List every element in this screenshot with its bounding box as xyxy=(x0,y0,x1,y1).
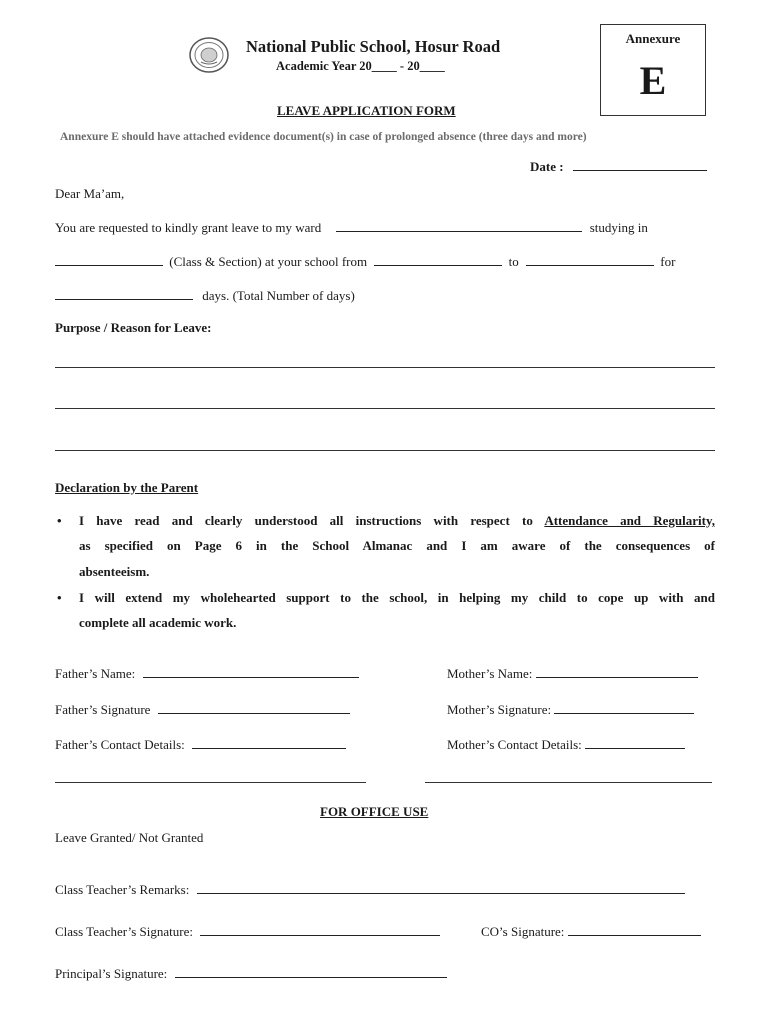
bullet-1-line-3: absenteeism. xyxy=(79,564,150,579)
co-signature-line[interactable] xyxy=(568,922,701,936)
days-text: days. (Total Number of days) xyxy=(202,288,355,303)
father-contact-field xyxy=(55,735,346,753)
co-signature-label: CO’s Signature: xyxy=(481,924,565,939)
evidence-note: Annexure E should have attached evidence document(s) in case of prolonged absence (three days and more) xyxy=(60,131,587,143)
class-teacher-remarks-line[interactable] xyxy=(197,880,685,894)
leave-granted-text: Leave Granted/ Not Granted xyxy=(55,830,204,845)
purpose-line-3[interactable] xyxy=(55,450,715,451)
bullet-2-marker: • xyxy=(57,590,62,605)
purpose-line-2[interactable] xyxy=(55,408,715,409)
form-title: LEAVE APPLICATION FORM xyxy=(277,103,456,118)
principal-signature-line[interactable] xyxy=(175,964,447,978)
to-date-line[interactable] xyxy=(526,252,654,266)
from-date-line[interactable] xyxy=(374,252,502,266)
salutation: Dear Ma’am, xyxy=(55,186,125,201)
mother-contact-line[interactable] xyxy=(585,735,685,749)
mother-name-field xyxy=(447,664,698,682)
purpose-line-1[interactable] xyxy=(55,367,715,368)
for-text: for xyxy=(660,254,676,269)
class-teacher-signature-label: Class Teacher’s Signature: xyxy=(55,924,193,939)
principal-signature-field xyxy=(55,964,447,982)
attendance-regularity-link: Attendance and Regularity, xyxy=(544,513,715,528)
mother-contact-label: Mother’s Contact Details: xyxy=(447,737,582,752)
mother-name-label: Mother’s Name: xyxy=(447,666,533,681)
bullet-2-line-1: I will extend my wholehearted support to the school, in helping my child to cope up with and xyxy=(79,590,715,605)
mother-signature-line[interactable] xyxy=(554,700,694,714)
father-name-line[interactable] xyxy=(143,664,359,678)
class-teacher-remarks-field xyxy=(55,880,685,898)
body-line-1-end: studying in xyxy=(589,220,648,235)
father-contact-label: Father’s Contact Details: xyxy=(55,737,185,752)
mother-name-line[interactable] xyxy=(536,664,698,678)
purpose-label: Purpose / Reason for Leave: xyxy=(55,320,212,335)
father-signature-field xyxy=(55,700,350,718)
body-line-1 xyxy=(55,218,648,236)
ward-name-line[interactable] xyxy=(336,218,582,232)
annexure-box xyxy=(600,24,706,116)
mother-contact-extra-line[interactable] xyxy=(425,782,712,783)
school-logo xyxy=(188,36,230,74)
bullet-2-line-2: complete all academic work. xyxy=(79,615,237,630)
days-count-line[interactable] xyxy=(55,286,193,300)
father-contact-extra-line[interactable] xyxy=(55,782,366,783)
father-contact-line[interactable] xyxy=(192,735,346,749)
body-line-2 xyxy=(55,252,675,270)
annexure-label: Annexure xyxy=(625,31,681,46)
class-section-text: (Class & Section) at your school from xyxy=(169,254,368,269)
father-name-field xyxy=(55,664,359,682)
academic-year: Academic Year 20____ - 20____ xyxy=(276,59,445,73)
date-line[interactable] xyxy=(573,157,707,171)
body-line-1-text: You are requested to kindly grant leave to my ward xyxy=(55,220,322,235)
bullet-1-text-a: I have read and clearly understood all instructions with respect to xyxy=(79,513,533,528)
class-section-line[interactable] xyxy=(55,252,163,266)
school-name: National Public School, Hosur Road xyxy=(246,37,501,56)
office-use-heading: FOR OFFICE USE xyxy=(320,804,429,819)
father-signature-line[interactable] xyxy=(158,700,350,714)
mother-signature-label: Mother’s Signature: xyxy=(447,702,552,717)
co-signature-field xyxy=(481,922,701,940)
bullet-1-marker: • xyxy=(57,513,62,528)
father-name-label: Father’s Name: xyxy=(55,666,136,681)
class-teacher-signature-field xyxy=(55,922,440,940)
class-teacher-signature-line[interactable] xyxy=(200,922,440,936)
body-line-3 xyxy=(55,286,355,304)
to-text: to xyxy=(508,254,519,269)
father-signature-label: Father’s Signature xyxy=(55,702,151,717)
date-field xyxy=(530,157,707,175)
date-label: Date : xyxy=(530,159,564,174)
bullet-1-line-2: as specified on Page 6 in the School Almanac and I am aware of the consequences of xyxy=(79,538,715,553)
mother-signature-field xyxy=(447,700,694,718)
annexure-letter: E xyxy=(639,58,667,103)
declaration-heading: Declaration by the Parent xyxy=(55,480,199,495)
principal-signature-label: Principal’s Signature: xyxy=(55,966,168,981)
bullet-1-line-1 xyxy=(79,513,715,529)
mother-contact-field xyxy=(447,735,685,753)
class-teacher-remarks-label: Class Teacher’s Remarks: xyxy=(55,882,190,897)
